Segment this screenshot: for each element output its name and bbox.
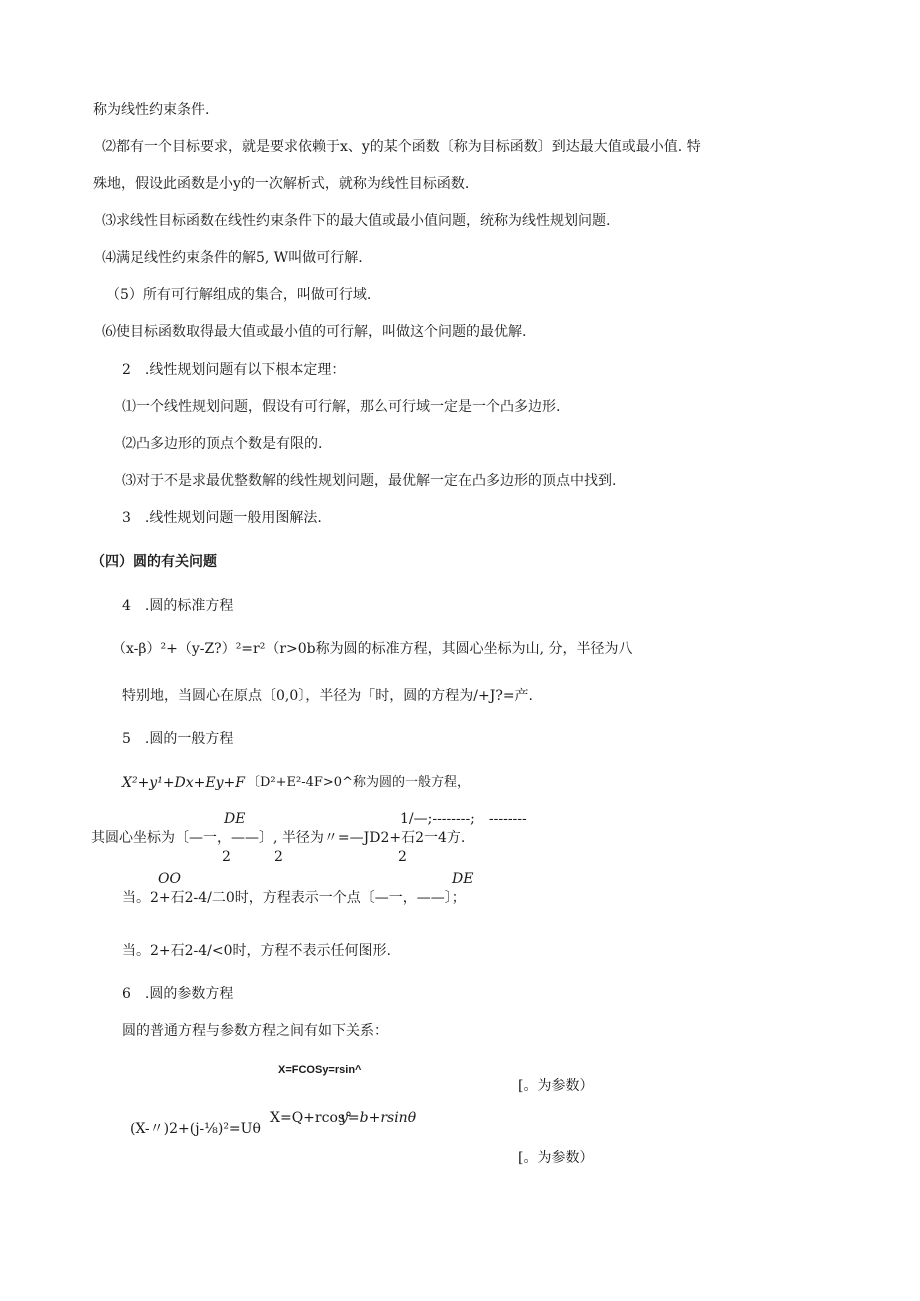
text-line: ⑵凸多边形的顶点个数是有限的.	[122, 436, 323, 452]
text-line: ⑷满足线性约束条件的解5, W叫做可行解.	[102, 250, 363, 266]
text-line: 其圆心坐标为〔—一，——〕, 半径为〃=—JD2+石2一4方.	[91, 830, 466, 846]
text-line: ⑴一个线性规划问题，假设有可行解，那么可行域一定是一个凸多边形.	[122, 399, 561, 415]
text-line: 称为线性约束条件.	[93, 102, 210, 118]
formula-text: 2	[398, 849, 407, 865]
formula-text: OO	[158, 871, 181, 887]
formula-text: DE	[224, 811, 246, 827]
formula-text: 2	[274, 849, 283, 865]
text-line: 5 .圆的一般方程	[122, 731, 234, 747]
formula-text: (X-〃)2+(j-⅛)²=Uθ	[130, 1121, 261, 1137]
formula-text: 2	[222, 849, 231, 865]
text-line: 3 .线性规划问题一般用图解法.	[122, 510, 322, 526]
text-line: （x-β）²+（y-Z?）²=r²（r>0b称为圆的标准方程，其圆心坐标为山, 分，半径为八	[112, 641, 633, 657]
formula-text: DE	[452, 871, 474, 887]
formula-text: y=b+rsinθ	[340, 1110, 417, 1126]
text-line: 2 .线性规划问题有以下根本定理：	[122, 362, 346, 378]
text-line: ⑶对于不是求最优整数解的线性规划问题，最优解一定在凸多边形的顶点中找到.	[122, 473, 617, 489]
text-line: 6 .圆的参数方程	[122, 986, 234, 1002]
text-line: 特别地，当圆心在原点〔0,0〕，半径为「时，圆的方程为/+J?=产.	[122, 688, 534, 704]
text-line: ⑵都有一个目标要求，就是要求依赖于x、y的某个函数〔称为目标函数〕到达最大值或最小值. 特	[102, 139, 701, 155]
text-line: （5）所有可行解组成的集合，叫做可行域.	[106, 287, 372, 303]
text-line: 圆的普通方程与参数方程之间有如下关系：	[122, 1023, 388, 1039]
text-line: 〔D²+E²-4F>0^称为圆的一般方程，	[247, 775, 470, 790]
formula-text: 1/—;--------; --------	[400, 811, 527, 827]
formula-text: [。为参数）	[518, 1150, 594, 1166]
section-heading: （四）圆的有关问题	[91, 554, 217, 570]
formula-text: [。为参数）	[518, 1078, 594, 1094]
text-line: 殊地，假设此函数是小y的一次解析式，就称为线性目标函数.	[93, 176, 470, 192]
text-line: 4 .圆的标准方程	[122, 598, 234, 614]
text-line: ⑶求线性目标函数在线性约束条件下的最大值或最小值问题，统称为线性规划问题.	[102, 213, 611, 229]
formula-text: X=Q+rcos°	[270, 1110, 353, 1126]
text-line: ⑹使目标函数取得最大值或最小值的可行解，叫做这个问题的最优解.	[102, 324, 527, 340]
text-line: 当。2+石2-4/<0时，方程不表示任何图形.	[122, 943, 391, 959]
text-line: 当。2+石2-4/二0时，方程表示一个点〔—一，——〕；	[122, 890, 466, 906]
formula-text: X²+y¹+Dx+Ey+F	[122, 775, 245, 791]
formula-text: X=FCOSy=rsin^	[278, 1064, 362, 1076]
